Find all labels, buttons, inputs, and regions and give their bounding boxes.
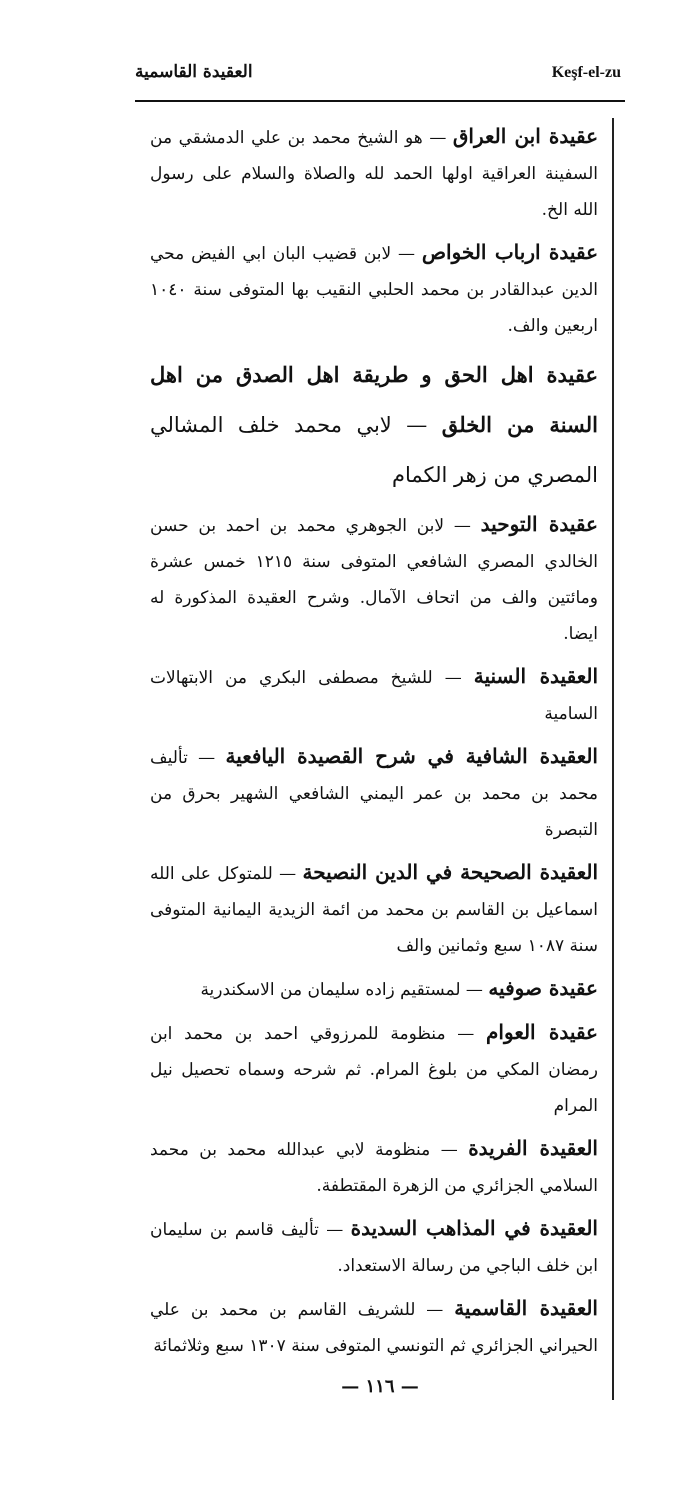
entry-text: — تأليف محمد بن محمد بن عمر اليمني الشافعي الشهير بحرق من التبصرة	[150, 748, 598, 840]
header-rule	[135, 100, 625, 102]
entry-heading: العقيدة الفريدة	[468, 1136, 598, 1160]
entry-heading: عقيدة صوفيه	[488, 976, 598, 1000]
entry-arbab-al-khawas	[150, 234, 598, 344]
entry-heading: عقيدة التوحيد	[480, 512, 598, 536]
margin-rule	[612, 118, 614, 1400]
header-arabic-title: العقيدة القاسمية	[135, 62, 253, 82]
entry-text: — لابي محمد خلف المشالي المصري من زهر الكمام	[150, 413, 598, 487]
entry-al-shafiya	[150, 738, 598, 848]
entry-heading: عقيدة العوام	[486, 1020, 598, 1044]
entry-al-farida	[150, 1130, 598, 1204]
entry-heading: عقيدة اهل الحق و طريقة اهل الصدق من اهل السنة من الخلق	[150, 362, 598, 437]
entry-text: — لمستقيم زاده سليمان من الاسكندرية	[200, 980, 489, 1000]
entry-text: — لابن الجوهري محمد بن احمد بن حسن الخالدي المصري الشافعي المتوفى سنة ١٢١٥ خمس عشرة ومائتين والف من اتحاف الآمال. وشرح العقيدة المذكورة له ايضا.	[150, 516, 598, 644]
entry-text: — لابن قضيب البان ابي الفيض محي الدين عبدالقادر بن محمد الحلبي النقيب بها المتوفى سنة ١٠٤٠ اربعين والف.	[150, 244, 598, 336]
entry-text: — منظومة للمرزوقي احمد بن محمد ابن رمضان المكي من بلوغ المرام. ثم شرحه وسماه تحصيل نيل المرام	[150, 1024, 598, 1116]
entry-al-awamm	[150, 1014, 598, 1124]
entry-sufiyya	[150, 970, 598, 1008]
entry-heading: العقيدة في المذاهب السديدة	[350, 1216, 598, 1240]
entry-al-sunniya	[150, 658, 598, 732]
entry-text: — منظومة لابي عبدالله محمد بن محمد السلامي الجزائري من الزهرة المقتطفة.	[150, 1140, 598, 1196]
entry-heading: العقيدة القاسمية	[454, 1296, 598, 1320]
entry-al-sahiha	[150, 854, 598, 964]
entry-text: — للمتوكل على الله اسماعيل بن القاسم بن محمد من ائمة الزيدية اليمانية المتوفى سنة ١٠٨٧ سبع وثمانين والف	[150, 864, 598, 956]
entry-heading: العقيدة السنية	[473, 664, 598, 688]
running-header	[135, 64, 621, 90]
entry-heading: العقيدة الشافية في شرح القصيدة اليافعية	[225, 744, 598, 768]
entry-heading: عقيدة ابن العراق	[452, 124, 598, 148]
entry-heading: عقيدة ارباب الخواص	[421, 240, 598, 264]
entry-text: — للشيخ مصطفى البكري من الابتهالات السامية	[150, 668, 598, 724]
entry-heading: العقيدة الصحيحة في الدين النصيحة	[302, 860, 598, 884]
entry-list	[150, 118, 598, 1370]
entry-ibn-al-iraq	[150, 118, 598, 228]
entry-text: — للشريف القاسم بن محمد بن علي الحيراني الجزائري ثم التونسي المتوفى سنة ١٣٠٧ سبع وثلاثمائة	[150, 1300, 598, 1356]
entry-al-qasimiyya	[150, 1290, 598, 1364]
entry-ahl-al-haqq	[150, 350, 598, 500]
entry-al-tawhid	[150, 506, 598, 652]
entry-text: — تأليف قاسم بن سليمان ابن خلف الباجي من رسالة الاستعداد.	[150, 1220, 598, 1276]
header-latin-title: Keşf-el-zu	[551, 64, 621, 81]
entry-text: — هو الشيخ محمد بن علي الدمشقي من السفينة العراقية اولها الحمد لله والصلاة والسلام على رسول الله الخ.	[150, 128, 598, 220]
entry-al-madhahib	[150, 1210, 598, 1284]
page-number: — ١١٦ —	[341, 1376, 419, 1397]
